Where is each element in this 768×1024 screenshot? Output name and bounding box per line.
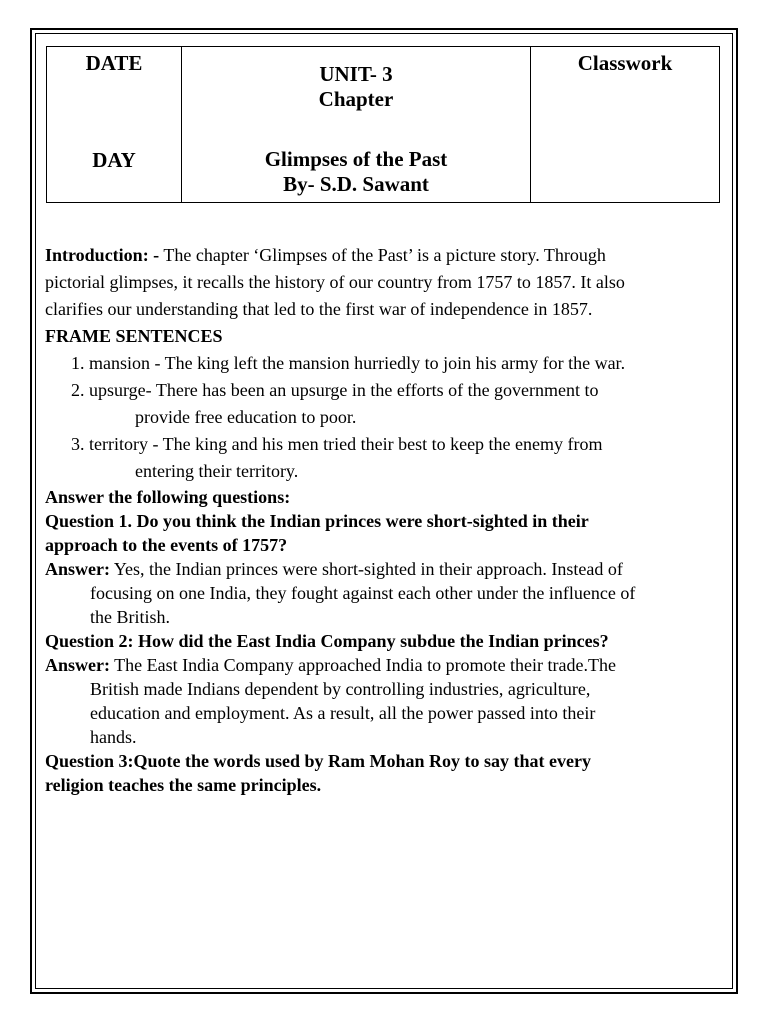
answer-line: education and employment. As a result, all the power passed into their — [90, 703, 596, 723]
answer-line: focusing on one India, they fought against each other under the influence of — [90, 583, 636, 603]
date-day-cell — [47, 47, 182, 203]
frame-sentence-continuation: entering their territory. — [135, 461, 299, 481]
introduction-line: pictorial glimpses, it recalls the history of our country from 1757 to 1857. It also — [45, 272, 625, 292]
frame-sentences-list — [45, 350, 715, 485]
answer-1 — [45, 557, 715, 629]
question-1 — [45, 509, 715, 557]
question-line: religion teaches the same principles. — [45, 775, 322, 795]
introduction-label: Introduction: - — [45, 245, 160, 265]
answer-line: The East India Company approached India to promote their trade.The — [110, 655, 616, 675]
answer-line: hands. — [90, 727, 137, 747]
page-content — [45, 242, 715, 797]
chapter-title: Glimpses of the Past — [264, 147, 448, 171]
classwork-cell — [531, 47, 720, 203]
header-table — [46, 46, 720, 203]
date-label: DATE — [85, 51, 143, 75]
answer-label: Answer: — [45, 559, 110, 579]
chapter-cell — [182, 47, 531, 203]
introduction-line: clarifies our understanding that led to the first war of independence in 1857. — [45, 299, 593, 319]
question-line: approach to the events of 1757? — [45, 535, 288, 555]
frame-sentences-title: FRAME SENTENCES — [45, 326, 223, 346]
answer-label: Answer: — [45, 655, 110, 675]
question-line: Question 3:Quote the words used by Ram Mohan Roy to say that every — [45, 751, 591, 771]
question-line: Question 2: How did the East India Company subdue the Indian princes? — [45, 631, 609, 651]
frame-sentence-continuation: provide free education to poor. — [135, 407, 357, 427]
frame-sentence-item — [89, 350, 715, 377]
introduction-paragraph — [45, 242, 715, 323]
classwork-label: Classwork — [577, 51, 673, 75]
questions-heading: Answer the following questions: — [45, 487, 291, 507]
answer-line: the British. — [90, 607, 170, 627]
question-3 — [45, 749, 715, 797]
frame-sentence-line: mansion - The king left the mansion hurriedly to join his army for the war. — [89, 353, 626, 373]
day-label: DAY — [92, 148, 136, 172]
unit-label: UNIT- 3 — [319, 62, 393, 86]
answer-line: British made Indians dependent by controlling industries, agriculture, — [90, 679, 591, 699]
question-line: Question 1. Do you think the Indian princes were short-sighted in their — [45, 511, 589, 531]
answer-2 — [45, 653, 715, 749]
frame-sentence-line: upsurge- There has been an upsurge in the efforts of the government to — [89, 380, 599, 400]
chapter-author: By- S.D. Sawant — [283, 172, 429, 196]
frame-sentence-item — [89, 377, 715, 431]
frame-sentence-line: territory - The king and his men tried their best to keep the enemy from — [89, 434, 603, 454]
question-2 — [45, 629, 715, 653]
chapter-label: Chapter — [318, 87, 394, 111]
introduction-line: The chapter ‘Glimpses of the Past’ is a picture story. Through — [159, 245, 606, 265]
frame-sentence-item — [89, 431, 715, 485]
answer-line: Yes, the Indian princes were short-sighted in their approach. Instead of — [110, 559, 623, 579]
